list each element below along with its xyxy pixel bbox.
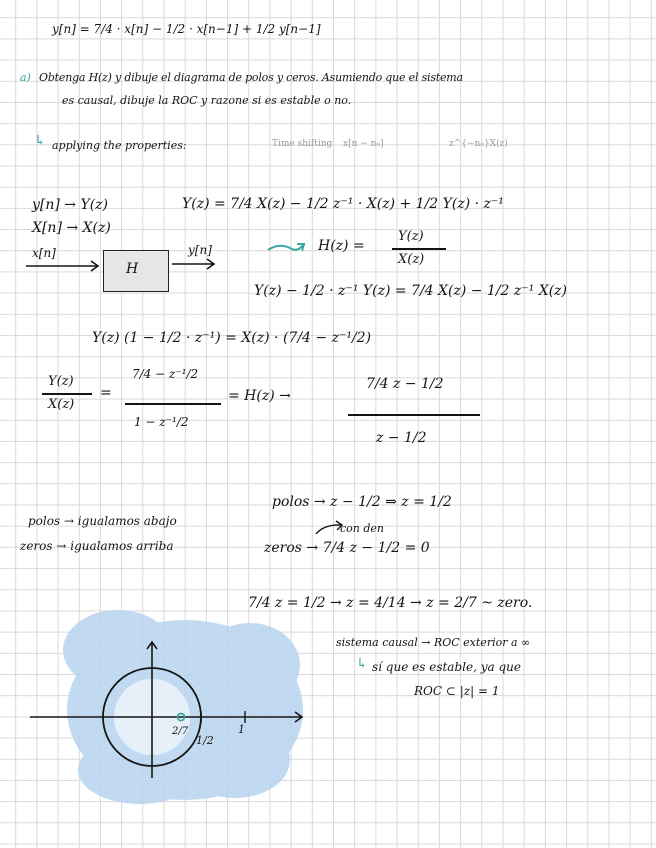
pole-label: 1/2 [196, 734, 214, 747]
question-line-1: Obtenga H(z) y dibuje el diagrama de polos y ceros. Asumiendo que el sistema [39, 71, 463, 84]
h-definition-numerator: Y(z) [398, 229, 424, 244]
property-z-expr: z^{−n₀}X(z) [449, 139, 508, 149]
rearranged-equation: Y(z) − 1/2 · z⁻¹ Y(z) = 7/4 X(z) − 1/2 z⁻¹ X(z) [254, 283, 568, 299]
con-den-note: con den [340, 522, 384, 535]
tf-mid-numerator: 7/4 − z⁻¹/2 [132, 367, 199, 381]
poles-equation: polos → z − 1/2 ⇒ z = 1/2 [272, 494, 452, 510]
z-domain-equation: Y(z) = 7/4 X(z) − 1/2 z⁻¹ · X(z) + 1/2 Y(z) · z⁻¹ [182, 196, 504, 212]
roc-note-causal: sistema causal → ROC exterior a ∞ [336, 636, 531, 649]
tf-rhs-denominator: z − 1/2 [376, 430, 427, 446]
zero-label: 2/7 [172, 726, 189, 737]
zeros-definition: zeros → igualamos arriba [20, 539, 174, 553]
output-label: y[n] [188, 243, 212, 257]
roc-note-stable: sí que es estable, ya que [372, 660, 521, 674]
roc-note-condition: ROC ⊂ |z| = 1 [414, 684, 500, 698]
tf-mid-denominator: 1 − z⁻¹/2 [134, 415, 189, 429]
stable-arrow-icon: ↳ [356, 656, 368, 672]
question-label: a) [20, 71, 31, 84]
h-definition-lhs: H(z) = [318, 238, 365, 254]
zeros-equation: zeros → 7/4 z − 1/2 = 0 [264, 540, 430, 556]
factored-equation: Y(z) (1 − 1/2 · z⁻¹) = X(z) · (7/4 − z⁻¹/2) [92, 330, 372, 346]
y-transform-map: y[n] → Y(z) [32, 197, 109, 213]
property-time-expr: x[n − n₀] [343, 139, 384, 149]
input-label: x[n] [32, 246, 56, 260]
tf-rhs-numerator: 7/4 z − 1/2 [366, 376, 444, 392]
property-intro: applying the properties: [52, 139, 187, 152]
tf-lhs-numerator: Y(z) [48, 374, 74, 389]
unit-label: 1 [238, 723, 245, 736]
x-transform-map: X[n] → X(z) [32, 220, 111, 236]
poles-definition: polos → igualamos abajo [28, 514, 177, 528]
arrow-icon: ↳ [34, 133, 46, 149]
tf-equals-h: = H(z) → [228, 388, 291, 404]
property-name: Time shifting [272, 139, 333, 149]
h-definition-denominator: X(z) [398, 252, 425, 267]
block-label: H [126, 261, 139, 277]
difference-equation: y[n] = 7/4 · x[n] − 1/2 · x[n−1] + 1/2 y[n−1] [52, 22, 321, 36]
zero-solution: 7/4 z = 1/2 → z = 4/14 → z = 2/7 ~ zero. [248, 595, 533, 611]
tf-equals: = [100, 385, 112, 401]
question-line-2: es causal, dibuje la ROC y razone si es estable o no. [62, 94, 352, 107]
tf-lhs-denominator: X(z) [48, 397, 75, 412]
